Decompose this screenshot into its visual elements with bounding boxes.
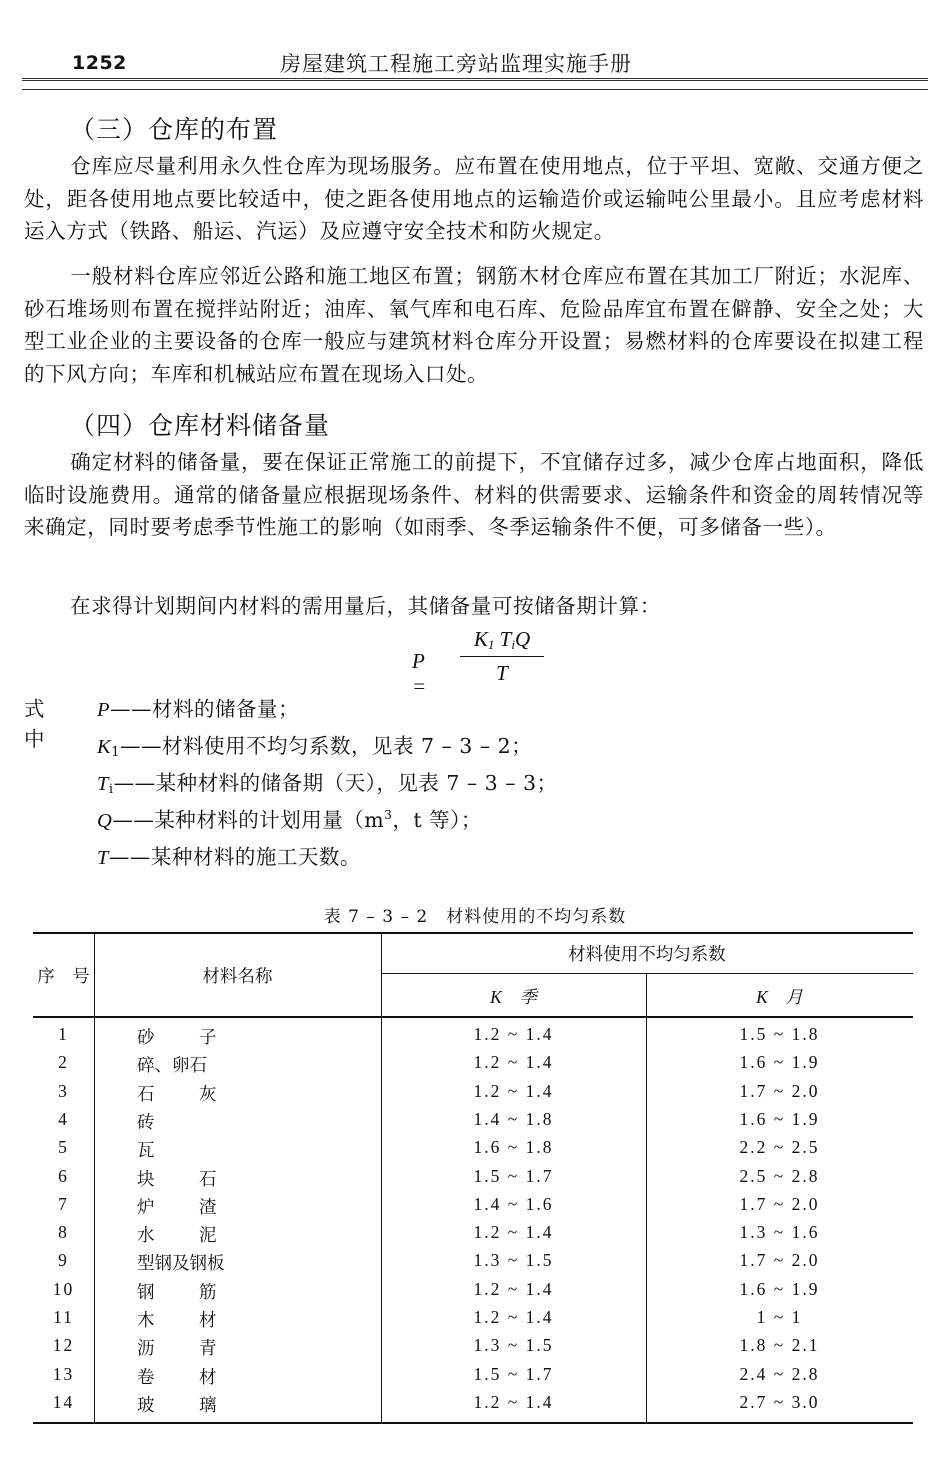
formula-q: Q (514, 627, 531, 651)
row-name: 块 (137, 1169, 155, 1190)
definitions-intro: 式中 (24, 697, 45, 751)
definition-text: ，t 等）； (392, 808, 482, 832)
row-month-coef: 1.7 ~ 2.0 (739, 1193, 820, 1214)
section3-paragraph-1 (24, 150, 924, 248)
definition-item (97, 766, 558, 797)
row-name: 型钢及钢板 (137, 1254, 225, 1275)
definition-item (97, 729, 532, 760)
row-name: 卷 (137, 1367, 155, 1388)
section4-paragraph-2 (24, 590, 924, 623)
header-season: K 季 (490, 987, 537, 1007)
page-header (0, 40, 950, 80)
row-name-part: 璃 (199, 1395, 217, 1416)
table-col-divider (94, 932, 95, 1424)
row-seq: 4 (58, 1108, 69, 1129)
row-season-coef: 1.2 ~ 1.4 (473, 1080, 554, 1101)
row-name: 水 (137, 1226, 155, 1247)
row-seq: 8 (58, 1222, 69, 1243)
header-group: 材料使用不均匀系数 (568, 945, 726, 965)
formula-k: K (473, 627, 488, 651)
section3-paragraph-2 (24, 260, 924, 390)
row-season-coef: 1.3 ~ 1.5 (473, 1335, 554, 1356)
row-seq: 6 (58, 1165, 69, 1186)
row-seq: 5 (58, 1137, 69, 1158)
formula-numerator (460, 624, 544, 654)
section4-paragraph-1-text: 确定材料的储备量，要在保证正常施工的前提下，不宜储存过多，减少仓库占地面积，降低临时设施费用。通常的储备量应根据现场条件、材料的供需要求、运输条件和资金的周转情况等来确定，同时要考虑季节性施工的影响（如雨季、冬季运输条件不便，可多储备一些）。 (24, 450, 924, 539)
definition-symbol: T (97, 773, 109, 795)
row-name: 砖 (137, 1112, 155, 1133)
row-month-coef: 1.7 ~ 2.0 (739, 1080, 820, 1101)
row-name-part: 石 (199, 1169, 217, 1190)
formula-t: T (494, 627, 512, 651)
row-season-coef: 1.3 ~ 1.5 (473, 1250, 554, 1271)
row-name-part: 材 (199, 1367, 217, 1388)
section3-paragraph-2-text: 一般材料仓库应邻近公路和施工地区布置；钢筋木材仓库应布置在其加工厂附近；水泥库、砂石堆场则布置在搅拌站附近；油库、氧气库和电石库、危险品库宜布置在僻静、安全之处；大型工业企业的主要设备的仓库一般应与建筑材料仓库分开设置；易燃材料的仓库要设在拟建工程的下风方向；车库和机械站应布置在现场入口处。 (24, 264, 924, 386)
row-seq: 7 (58, 1193, 69, 1214)
row-seq: 10 (52, 1278, 75, 1299)
definition-symbol: K (97, 736, 112, 758)
row-month-coef: 1.6 ~ 1.9 (739, 1108, 820, 1129)
row-seq: 3 (58, 1080, 69, 1101)
row-seq: 9 (58, 1250, 69, 1271)
table-caption: 表 7 – 3 – 2 材料使用的不均匀系数 (323, 907, 627, 927)
row-month-coef: 2.7 ~ 3.0 (739, 1391, 820, 1412)
row-name: 炉 (137, 1197, 155, 1218)
row-month-coef: 1 ~ 1 (756, 1307, 803, 1327)
definition-item (97, 840, 361, 870)
table-bottom-rule (33, 1422, 913, 1424)
row-season-coef: 1.5 ~ 1.7 (473, 1165, 554, 1186)
page-number: 1252 (72, 52, 127, 74)
definition-item (97, 803, 482, 833)
definition-symbol: Q (97, 810, 113, 832)
row-season-coef: 1.4 ~ 1.8 (473, 1108, 554, 1129)
coefficient-table (33, 932, 913, 1425)
row-name: 瓦 (137, 1141, 155, 1162)
definition-symbol: T (97, 847, 109, 869)
section3-paragraph-1-text: 仓库应尽量利用永久性仓库为现场服务。应布置在使用地点，位于平坦、宽敞、交通方便之处，距各使用地点要比较适中，使之距各使用地点的运输造价或运输吨公里最小。且应考虑材料运入方式（铁路、船运、汽运）及应遵守安全技术和防火规定。 (24, 154, 924, 243)
row-month-coef: 1.7 ~ 2.0 (739, 1250, 820, 1271)
row-name-part: 子 (199, 1028, 217, 1048)
definition-text: ——某种材料的计划用量（m (112, 808, 385, 832)
row-name: 石 (137, 1084, 155, 1105)
row-month-coef: 2.5 ~ 2.8 (739, 1165, 820, 1186)
row-name: 钢 (137, 1282, 155, 1303)
formula-lhs: P = (412, 649, 427, 698)
row-season-coef: 1.4 ~ 1.6 (473, 1193, 554, 1214)
row-month-coef: 1.5 ~ 1.8 (739, 1024, 820, 1044)
definition-superscript: 3 (384, 808, 393, 822)
row-name: 碎、卵石 (137, 1056, 207, 1077)
section4-paragraph-2-text: 在求得计划期间内材料的需用量后，其储备量可按储备期计算： (70, 594, 661, 618)
row-month-coef: 2.2 ~ 2.5 (739, 1137, 820, 1158)
row-seq: 11 (53, 1307, 74, 1327)
row-seq: 12 (52, 1335, 75, 1356)
table-group-rule (381, 973, 913, 974)
row-season-coef: 1.6 ~ 1.8 (473, 1137, 554, 1158)
fraction-bar (460, 656, 544, 657)
definition-item (97, 692, 299, 722)
definition-text: ——某种材料的施工天数。 (108, 845, 361, 869)
row-seq: 1 (58, 1024, 69, 1044)
row-name: 木 (137, 1311, 155, 1331)
running-title: 房屋建筑工程施工旁站监理实施手册 (280, 52, 632, 76)
row-name-part: 渣 (199, 1197, 217, 1218)
row-season-coef: 1.2 ~ 1.4 (473, 1278, 554, 1299)
row-month-coef: 1.8 ~ 2.1 (739, 1335, 820, 1356)
row-name-part: 青 (199, 1339, 217, 1360)
table-top-rule (33, 932, 913, 934)
section-heading-4: （四）仓库材料储备量 (70, 411, 331, 440)
row-name: 砂 (137, 1028, 155, 1048)
formula-t-sub: i (511, 637, 515, 652)
table-header-rule (33, 1016, 913, 1018)
formula-fraction (460, 624, 544, 689)
formula-k-sub: 1 (487, 637, 495, 652)
row-name-part: 灰 (199, 1084, 217, 1105)
definition-text: ——材料的储备量； (110, 697, 300, 721)
section-heading-3: （三）仓库的布置 (70, 115, 279, 144)
formula-denominator: T (496, 661, 508, 685)
row-month-coef: 1.6 ~ 1.9 (739, 1052, 820, 1073)
definition-subscript: i (108, 782, 114, 797)
row-month-coef: 1.6 ~ 1.9 (739, 1278, 820, 1299)
row-name: 玻 (137, 1395, 155, 1416)
definition-subscript: 1 (111, 745, 120, 760)
header-month: K 月 (756, 987, 803, 1007)
row-seq: 13 (52, 1363, 75, 1384)
row-season-coef: 1.2 ~ 1.4 (473, 1222, 554, 1243)
row-season-coef: 1.2 ~ 1.4 (473, 1307, 554, 1327)
row-month-coef: 1.3 ~ 1.6 (739, 1222, 820, 1243)
row-name-part: 材 (199, 1311, 217, 1331)
row-season-coef: 1.2 ~ 1.4 (473, 1052, 554, 1073)
row-season-coef: 1.2 ~ 1.4 (473, 1391, 554, 1412)
section4-paragraph-1 (24, 446, 924, 544)
header-rule (22, 78, 928, 90)
header-seq: 序 号 (37, 967, 90, 987)
definition-text: ——某种材料的储备期（天），见表 7 – 3 – 3； (113, 771, 558, 795)
definition-symbol: P (97, 699, 111, 721)
row-seq: 14 (52, 1391, 75, 1412)
row-season-coef: 1.2 ~ 1.4 (473, 1024, 554, 1044)
definition-text: ——材料使用不均匀系数，见表 7 – 3 – 2； (119, 734, 533, 758)
row-name: 沥 (137, 1339, 155, 1360)
row-name-part: 筋 (199, 1282, 217, 1303)
row-name-part: 泥 (199, 1226, 217, 1247)
row-month-coef: 2.4 ~ 2.8 (739, 1363, 820, 1384)
row-seq: 2 (58, 1052, 69, 1073)
row-season-coef: 1.5 ~ 1.7 (473, 1363, 554, 1384)
header-name: 材料名称 (202, 967, 273, 987)
